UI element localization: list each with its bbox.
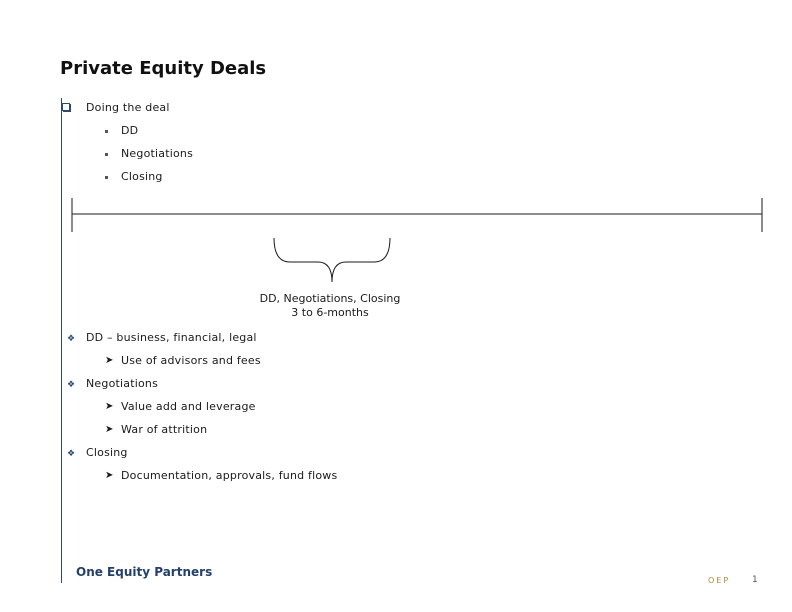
sub-point: Use of advisors and fees [121,354,261,367]
oep-mark: OEP [708,576,731,585]
sub-point: War of attrition [121,423,208,436]
arrow-bullet-icon: ➤ [105,470,114,481]
list-item: Negotiations [121,147,194,160]
curly-brace [274,238,390,282]
list-item: DD [121,124,139,137]
brace-label [230,292,430,320]
sub-point: Documentation, approvals, fund flows [121,469,338,482]
point-heading: DD – business, financial, legal [86,331,257,344]
diamond-bullet-icon: ❖ [67,334,76,344]
sub-point: Value add and leverage [121,400,256,413]
point-heading: Negotiations [86,377,159,390]
brace-label-line2: 3 to 6-months [291,306,369,319]
diamond-bullet-icon: ❖ [67,449,76,459]
brace-label-line1: DD, Negotiations, Closing [259,292,401,305]
arrow-bullet-icon: ➤ [105,355,114,366]
section-heading: Doing the deal [86,101,170,114]
diamond-bullet-icon: ❖ [67,380,76,390]
company-logo: One Equity Partners [76,565,213,579]
list-item: Closing [121,170,163,183]
arrow-bullet-icon: ➤ [105,401,114,412]
arrow-bullet-icon: ➤ [105,424,114,435]
page-number: 1 [752,575,758,585]
point-heading: Closing [86,446,128,459]
page-title: Private Equity Deals [60,58,267,79]
